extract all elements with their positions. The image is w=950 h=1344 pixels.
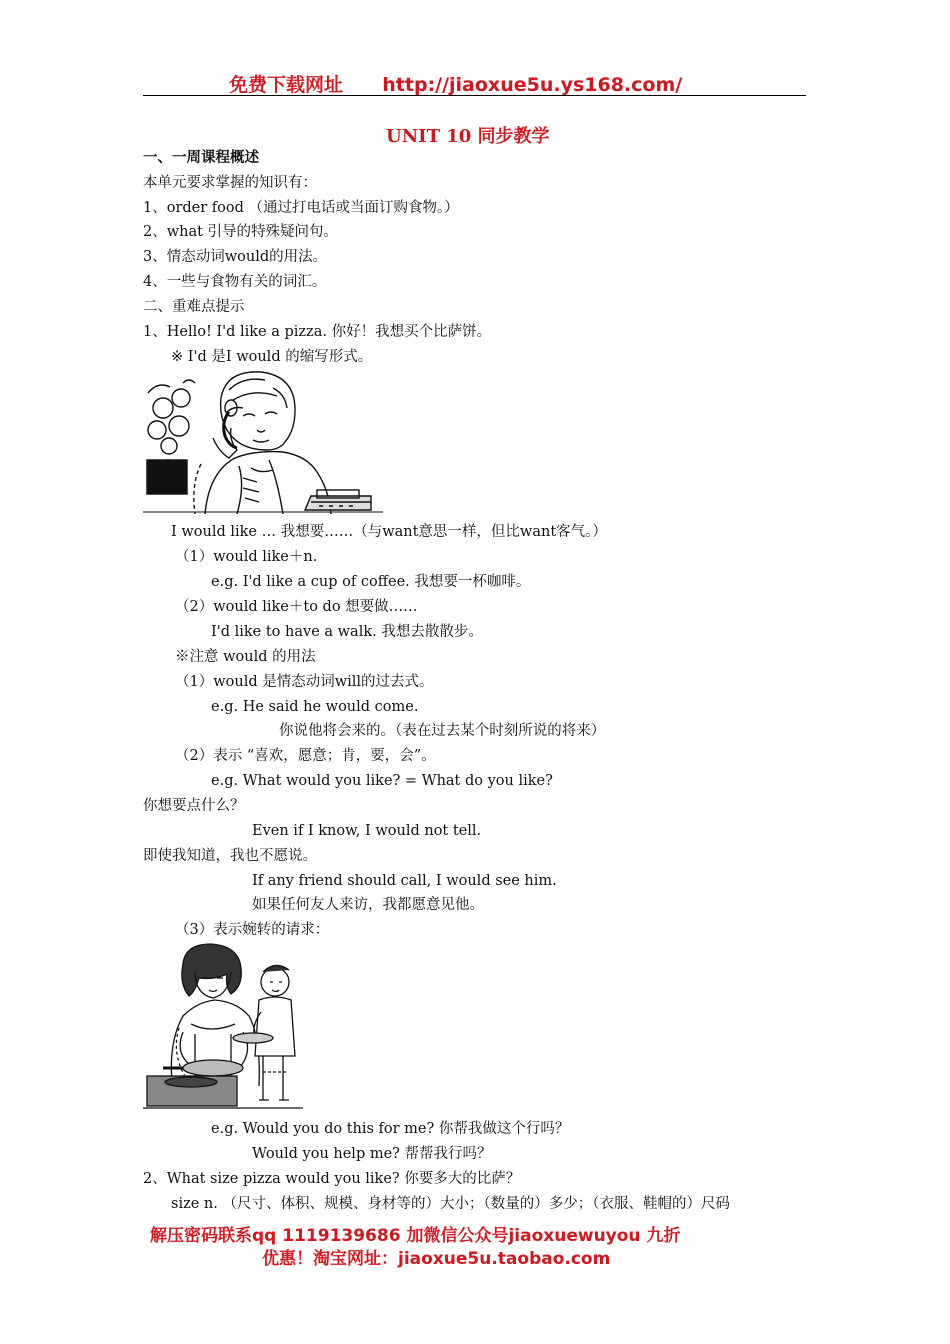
header-banner: [229, 70, 682, 97]
usage-item: （1）would like＋n.: [175, 549, 318, 565]
mother-cooking-illustration: [143, 942, 303, 1110]
list-item: 4、一些与食物有关的词汇。: [143, 274, 327, 290]
usage-item: （1）would 是情态动词will的过去式。: [175, 674, 434, 690]
example-line: I'd like to have a walk. 我想去散散步。: [211, 624, 483, 640]
header-url-link[interactable]: http://jiaoxue5u.ys168.com/: [382, 74, 683, 96]
section-heading: 二、重难点提示: [143, 299, 245, 315]
header-label: 免费下载网址: [229, 74, 344, 96]
note-line: ※ I'd 是I would 的缩写形式。: [171, 349, 373, 365]
example-translation: 你想要点什么？: [143, 798, 245, 814]
example-line: Would you help me? 帮帮我行吗？: [252, 1146, 492, 1162]
text-line: I would like … 我想要……（与want意思一样，但比want客气。）: [171, 524, 607, 540]
example-line: If any friend should call, I would see him.: [252, 873, 557, 889]
page-title: UNIT 10 同步教学: [386, 126, 550, 147]
section-heading: 一、一周课程概述: [143, 149, 259, 166]
example-translation: 如果任何友人来访，我都愿意见他。: [252, 897, 484, 913]
list-item: 2、what 引导的特殊疑问句。: [143, 224, 339, 240]
example-line: Even if I know, I would not tell.: [252, 823, 482, 839]
example-translation: 即使我知道，我也不愿说。: [143, 848, 317, 864]
example-line: e.g. I'd like a cup of coffee. 我想要一杯咖啡。: [211, 574, 531, 590]
example-line: e.g. He said he would come.: [211, 699, 419, 715]
list-item: 3、情态动词would的用法。: [143, 249, 328, 265]
woman-phone-illustration: [143, 368, 383, 514]
note-line: ※注意 would 的用法: [175, 649, 316, 665]
example-translation: 你说他将会来的。（表在过去某个时刻所说的将来）: [279, 723, 606, 739]
text-line: 1、Hello! I'd like a pizza. 你好！我想买个比萨饼。: [143, 324, 492, 340]
text-line: 本单元要求掌握的知识有：: [143, 175, 317, 191]
example-line: e.g. Would you do this for me? 你帮我做这个行吗？: [211, 1121, 570, 1137]
list-item: 1、order food （通过打电话或当面订购食物。）: [143, 200, 459, 216]
example-line: e.g. What would you like? = What do you like?: [211, 773, 553, 789]
footer-line: 解压密码联系qq 1119139686 加微信公众号jiaoxuewuyou 九折: [150, 1226, 681, 1246]
footer-line: 优惠！淘宝网址：jiaoxue5u.taobao.com: [262, 1249, 611, 1269]
header-divider: [143, 95, 806, 96]
text-line: 2、What size pizza would you like? 你要多大的比萨？: [143, 1171, 521, 1187]
usage-item: （2）would like＋to do 想要做……: [175, 599, 418, 615]
definition-line: size n. （尺寸、体积、规模、身材等的）大小；（数量的）多少；（衣服、鞋帽的）尺码: [171, 1196, 730, 1212]
usage-item: （3）表示婉转的请求：: [175, 922, 330, 938]
usage-item: （2）表示 “喜欢，愿意；肯，要，会”。: [175, 748, 436, 764]
